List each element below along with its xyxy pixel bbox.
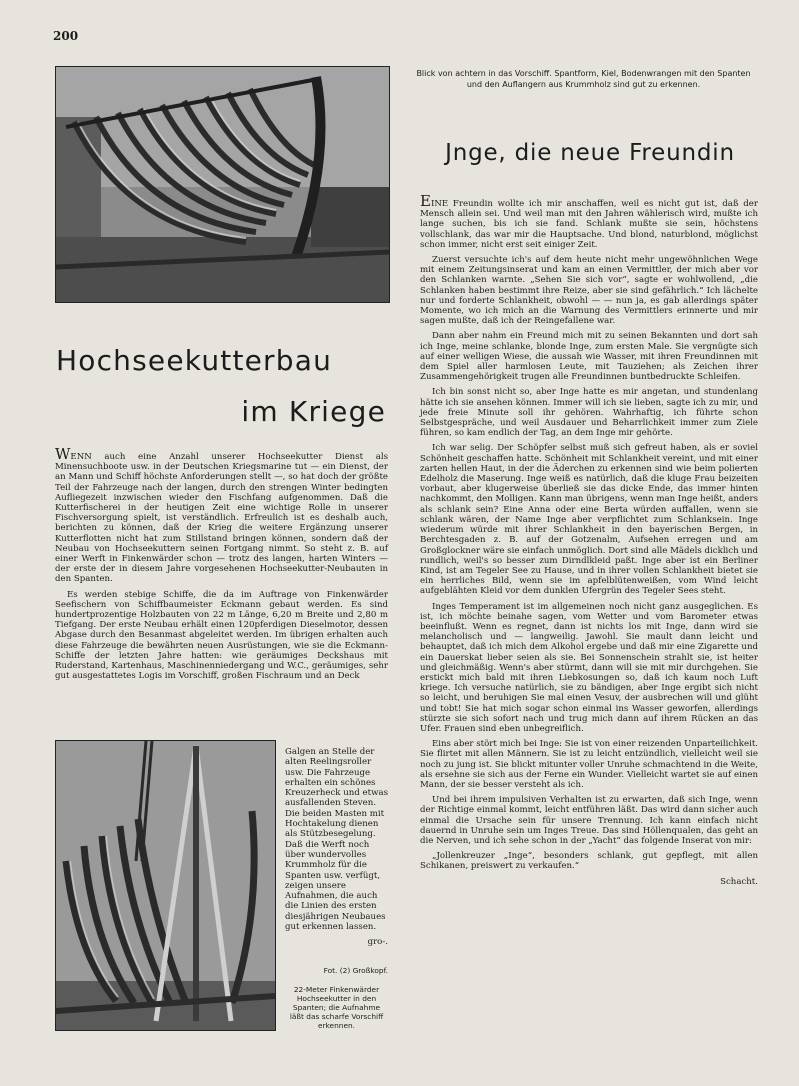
paragraph: Galgen an Stelle der alten Reelingsroller usw. Die Fahrzeuge erhalten ein schönes Kreuzerheck und etwas ausfallenden Steven. Die beiden Masten mit Hochtakelung dienen als Stützbesegelung. Daß die Werft noch über wundervolles Krummholz für die Spanten usw. verfügt, zeigen unsere Aufnahmen, die auch die Linien des ersten diesjährigen Neubaues gut erkennen lassen. xyxy=(285,747,388,933)
photo-credit: Fot. (2) Großkopf. xyxy=(323,966,388,975)
article-body-left-wrap xyxy=(285,747,388,953)
author-signature: Schacht. xyxy=(720,876,758,887)
paragraph: Inges Temperament ist im allgemeinen noch nicht ganz ausgeglichen. Es ist, ich möchte beinahe sagen, vom Wetter und vom Barometer etwas beeinflußt. Wenn es regnet, dann ist nichts los mit Inge, dann wird sie melancholisch und — langweilig. Jawohl. Sie mault dann leicht und behauptet, daß ich mich dem Alkohol ergebe und daß mir eine Zigarette und ein Dauerskat lieber seien als sie. Bei Sonnenschein strahlt sie, ist heiter und gleichmäßig. Wenn's aber stürmt, dann will sie mit mir durchgehen. Sie erstickt mich bald mit ihren Liebkosungen so, daß ich kaum noch Luft kriege. Ich versuche natürlich, sie zu bändigen, aber Inge ergibt sich nicht so leicht, und beruhigen Sie mal einen Vesuv, der ausbrechen will und glüht und tobt! Sie hat mich sogar schon einmal ins Wasser geworfen, allerdings stürzte sie sich sofort nach und trug mich dann auf ihrem Rücken an das Ufer. Frauen sind eben unbegreiflich. xyxy=(420,601,758,734)
paragraph-text: INE Freundin wollte ich mir anschaffen, weil es nicht gut ist, daß der Mensch allein sei. Und weil man mit den Jahren wählerisch wird, mußte ich lange suchen, bis ich sie fand. Schlank mußte sie sein, höchstens vollschlank, das war mir die Hauptsache. Und blond, naturblond, möglichst schon immer, nicht erst seit einiger Zeit. xyxy=(420,199,758,250)
author-signature: gro-. xyxy=(367,937,388,948)
drop-cap: E xyxy=(420,192,431,210)
paragraph xyxy=(420,192,758,250)
paragraph: Dann aber nahm ein Freund mich mit zu seinen Bekannten und dort sah ich Inge, meine schlanke, blonde Inge, zum ersten Male. Sie vergnügte sich auf einer welligen Wiese, die aussah wie Wasser, mit ihren Freundinnen mit dem Spiel aller harmlosen Leute, mit Tauziehen; als Zeichen ihrer Zusammengehörigkeit trugen alle Freundinnen buntbedruckte Schleifen. xyxy=(420,331,758,383)
photo-hull-frames-graphic xyxy=(56,741,275,1030)
paragraph: Es werden stebige Schiffe, die da im Auftrage von Finkenwärder Seefischern von Schiffbaumeister Eckmann gebaut werden. Es sind hundertprozentige Holzbauten von 22 m Länge, 6,20 m Breite und 2,80 m Tiefgang. Der erste Neubau erhält einen 120pferdigen Dieselmotor, dessen Abgase durch den Besanmast abgeleitet werden. Im übrigen erhalten auch diese Fahrzeuge die bewährten neuen Ausrüstungen, wie sie die Eckmann-Schiffe der letzten Jahre hatten: wie geräumiges Deckshaus mit Ruderstand, Kartenhaus, Maschinenniedergang und W.C., geräumiges, sehr gut ausgestattetes Logis im Vorschiff, großen Fischraum und an Deck xyxy=(55,589,388,682)
article-body-left xyxy=(55,445,388,686)
photo-hull-stern-graphic xyxy=(56,67,389,302)
paragraph: Ich war selig. Der Schöpfer selbst muß sich gefreut haben, als er soviel Schönheit geschaffen hatte. Schönheit mit Schlankheit vereint, und mit einer zarten hellen Haut, in der die Äderchen zu erkennen sind wie beim polierten Edelholz die Maserung. Inge weiß es natürlich, daß die kluge Frau beizeiten vorbaut, aber klugerweise überließ sie das dicke Ende, das immer hinten nachkommt, den Molligen. Kann man übrigens, wenn man Inge heißt, anders als schlank sein? Eine Anna oder eine Berta würden auffallen, wenn sie schlank wären, der Name Inge aber verpflichtet zum Schlanksein. Inge wiederum würde mit ihrer Schlankheit in den bayerischen Bergen, in Berchtesgaden z. B. auf der Gotzenalm, Aufsehen erregen und am Großglockner wäre sie einfach unmöglich. Dort sind alle Mädels dicklich und rundlich, weil's so besser zum Dirndlkleid paßt. Inge aber ist ein Berliner Kind, ist am Tegeler See zu Hause, und in ihrer vollen Schlankheit bietet sie ein herrliches Bild, wenn sie im apfelblütenweißen, vom Wind leicht aufgeblähten Kleid vor dem dunklen Ufergrün des Tegeler Sees steht. xyxy=(420,443,758,597)
paragraph xyxy=(55,445,388,585)
page-number: 200 xyxy=(53,29,79,43)
article-title-left-line2: im Kriege xyxy=(241,395,386,428)
photo-caption-bottom: 22-Meter Finkenwärder Hochseekutter in den Spanten; die Aufnahme läßt das scharfe Vorschiff erkennen. xyxy=(289,985,384,1030)
paragraph: Und bei ihrem impulsiven Verhalten ist zu erwarten, daß sich Inge, wenn der Richtige einmal kommt, leicht entführen läßt. Das wird dann sicher auch einmal die Ursache sein für unsere Trennung. Ich kann einfach nicht dauernd in Unruhe sein um Inges Treue. Das sind Höllenqualen, das geht an die Nerven, und ich sehe schon in der „Yacht“ das folgende Inserat von mir: xyxy=(420,795,758,846)
photo-hull-frames xyxy=(55,740,276,1031)
article-title-left-line1: Hochseekutterbau xyxy=(56,344,333,377)
drop-cap: W xyxy=(55,445,71,463)
photo-caption-top: Blick von achtern in das Vorschiff. Spantform, Kiel, Bodenwrangen mit den Spanten und den Auflangern aus Krummholz sind gut zu erkennen. xyxy=(416,69,751,89)
paragraph: Eins aber stört mich bei Inge: Sie ist von einer reizenden Unparteilichkeit. Sie flirtet mit allen Männern. Sie ist zu leicht entzündlich, vielleicht weil sie noch zu jung ist. Sie blickt mitunter voller Unruhe schmachtend in die Weite, als ersehne sie sich aus der Ferne ein Wunder. Vielleicht wartet sie auf einen Mann, der sie besser versteht als ich. xyxy=(420,739,758,790)
paragraph: Zuerst versuchte ich's auf dem heute nicht mehr ungewöhnlichen Wege mit einem Zeitungsinserat und kam an einen Vermittler, der mich aber vor den Schlanken warnte. „Sehen Sie sich vor“, sagte er wohlwollend, „die Schlanken haben bestimmt ihre Reize, aber sie sind gefährlich.“ Ich lächelte nur und forderte Schlankheit, obwohl — — nun ja, es gab allerdings später Momente, wo ich mich an die Warnung des Vermittlers erinnerte und mir sagen mußte, daß ich der Reingefallene war. xyxy=(420,255,758,327)
article-body-right xyxy=(420,192,758,892)
photo-hull-stern-view xyxy=(55,66,390,303)
classified-ad-quote: „Jollenkreuzer „Inge“, besonders schlank, gut gepflegt, mit allen Schikanen, preiswert zu verkaufen.“ xyxy=(420,851,758,872)
paragraph: Ich bin sonst nicht so, aber Inge hatte es mir angetan, und stundenlang hätte ich sie ansehen können. Immer will ich sie lieben, sagte ich zu mir, und jede freie Minute soll ihr gehören. Wahrhaftig, ich führte schon Selbstgespräche, und weil Ausdauer und Beharrlichkeit immer zum Ziele führen, so kam endlich der Tag, an dem Inge mir gehörte. xyxy=(420,387,758,439)
article-title-right: Jnge, die neue Freundin xyxy=(445,140,735,166)
paragraph-text: ENN auch eine Anzahl unserer Hochseekutter Dienst als Minensuchboote usw. in der Deutschen Kriegsmarine tut — ein Dienst, der an Mann und Schiff höchste Anforderungen stellt —, so hat doch der größte Teil der Fahrzeuge nach der langen, durch den strengen Winter bedingten Aufliegezeit inzwischen wieder den Fischfang aufgenommen. Daß die Kutterfischerei in der heutigen Zeit eine wichtige Rolle in unserer Fischversorgung spielt, ist verständlich. Erfreulich ist es deshalb auch, berichten zu können, daß der Krieg die weitere Ergänzung unserer Kutterflotten nicht hat zum Stillstand bringen können, sondern daß der Neubau von Hochseekuttern seinen Fortgang nimmt. So steht z. B. auf einer Werft in Finkenwärder schon — trotz des langen, harten Winters — der erste der in diesem Jahre vorgesehenen Hochseekutter-Neubauten in den Spanten. xyxy=(55,452,388,585)
